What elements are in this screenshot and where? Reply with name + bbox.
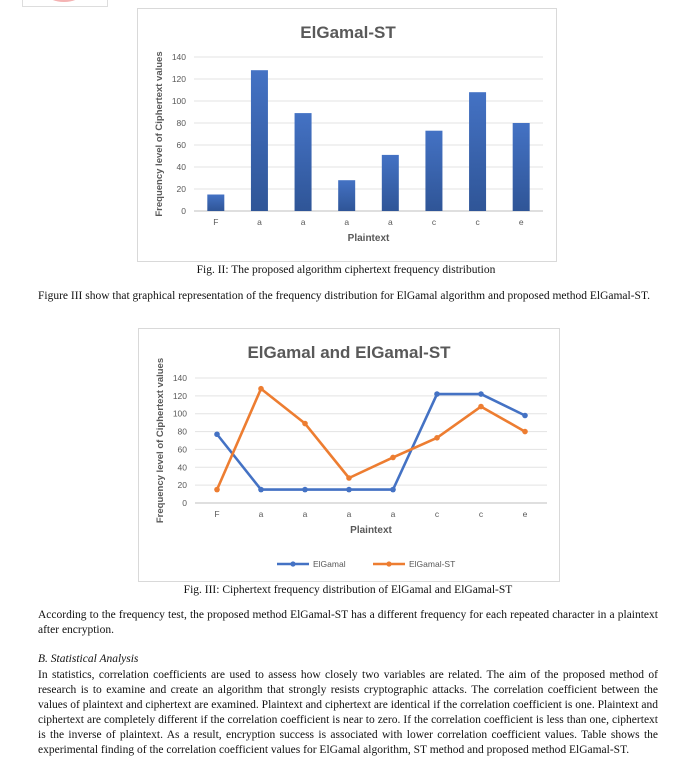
line-chart-x-axis-label: Plaintext: [350, 525, 392, 536]
bar-4: [382, 155, 399, 211]
series-point-elgamal: [478, 391, 484, 397]
line-chart-svg: [139, 329, 559, 581]
bar-chart-x-tick-label: c: [431, 217, 437, 227]
line-chart-y-tick-label: 0: [182, 498, 187, 508]
legend-label-elgamal: ElGamal: [313, 559, 346, 569]
bar-chart-y-tick-label: 40: [176, 162, 186, 172]
line-chart-y-tick-label: 60: [177, 444, 187, 455]
line-chart-y-tick-label: 100: [172, 408, 187, 419]
bar-chart-y-tick-label: 20: [176, 184, 186, 194]
bar-chart-x-tick-label: a: [300, 217, 306, 227]
line-chart-y-tick-label: 140: [172, 373, 187, 383]
paragraph-frequency-test: According to the frequency test, the proposed method ElGamal-ST has a different frequency for each repeated character in a plaintext after encryption.: [38, 609, 658, 636]
line-chart-x-tick-label: e: [522, 509, 528, 519]
line-chart-y-axis-label: Frequency level of Ciphertext values: [155, 357, 166, 524]
line-chart-x-tick-label: c: [478, 509, 484, 519]
bar-chart-x-tick-label: a: [344, 217, 350, 227]
series-point-elgamal-st: [258, 386, 264, 392]
figure-3-caption: Fig. III: Ciphertext frequency distribution of ElGamal and ElGamal-ST: [183, 584, 513, 596]
series-point-elgamal-st: [390, 455, 396, 461]
series-point-elgamal: [346, 487, 352, 493]
line-chart-x-tick-label: a: [390, 509, 396, 519]
bar-chart-svg: [138, 9, 556, 261]
line-chart-title: ElGamal and ElGamal-ST: [247, 343, 451, 362]
bar-0: [207, 195, 224, 212]
figure-3-line-chart: [138, 328, 560, 582]
bar-chart-x-axis-label: Plaintext: [347, 233, 390, 244]
line-chart-x-tick-label: c: [434, 509, 440, 519]
series-point-elgamal: [390, 487, 396, 493]
figure-2-bar-chart: [137, 8, 557, 262]
series-point-elgamal: [302, 487, 308, 493]
bar-2: [295, 113, 312, 211]
line-chart-y-tick-label: 120: [172, 390, 187, 401]
bar-chart-y-tick-label: 0: [181, 206, 186, 216]
legend-marker-elgamal: [290, 561, 295, 566]
bar-chart-y-tick-label: 120: [171, 74, 186, 84]
bar-chart-x-tick-label: F: [213, 217, 219, 227]
bar-5: [425, 131, 442, 211]
series-point-elgamal-st: [346, 475, 352, 481]
figure-2-caption: Fig. II: The proposed algorithm ciphertext frequency distribution: [196, 264, 496, 276]
series-point-elgamal-st: [478, 404, 484, 410]
line-chart-y-tick-label: 20: [177, 480, 187, 491]
bar-6: [469, 92, 486, 211]
series-point-elgamal-st: [214, 487, 220, 493]
series-point-elgamal-st: [522, 429, 528, 435]
series-point-elgamal: [258, 487, 264, 493]
bar-chart-x-tick-label: a: [257, 217, 262, 227]
bar-chart-y-tick-label: 140: [171, 52, 186, 62]
bar-chart-y-tick-label: 100: [171, 96, 186, 106]
bar-chart-title: ElGamal-ST: [300, 23, 396, 42]
series-point-elgamal-st: [434, 435, 440, 441]
paragraph-statistical-analysis: In statistics, correlation coefficients are used to assess how closely two variables are related. The aim of the proposed method of research is to examine and create an algorithm that strongly resists cryptographic attacks. The correlation coefficient between the values of plaintext and ciphertext are examined. Plaintext and ciphertext are identical if the correlation coefficient is one. Plaintext and ciphertext are completely different if the correlation coefficient is near to zero. If the correlation coefficient is less than one, ciphertext is the inverse of plaintext. As a result, encryption success is associated with lower correlation coefficient values. Table shows the experimental finding of the correlation coefficient values for ElGamal algorithm, ST method and proposed method ElGamal-ST.: [38, 669, 658, 756]
line-chart-y-tick-label: 40: [177, 462, 187, 473]
series-point-elgamal: [522, 413, 528, 419]
bar-3: [338, 180, 355, 211]
section-heading: B. Statistical Analysis: [38, 653, 139, 665]
bar-chart-y-tick-label: 80: [176, 118, 186, 128]
bar-chart-x-tick-label: c: [475, 217, 480, 227]
paragraph-figure-3-intro: Figure III show that graphical representation of the frequency distribution for ElGamal algorithm and proposed method ElGamal-ST.: [38, 290, 650, 302]
bar-1: [251, 70, 268, 211]
line-chart-x-tick-label: a: [258, 509, 264, 519]
bar-7: [513, 123, 530, 211]
legend-marker-elgamal-st: [386, 561, 391, 566]
bar-chart-y-axis-label: Frequency level of Ciphertext values: [154, 51, 165, 217]
legend-label-elgamal-st: ElGamal-ST: [409, 559, 456, 569]
line-chart-x-tick-label: F: [214, 509, 220, 519]
series-point-elgamal: [434, 391, 440, 397]
bar-chart-y-tick-label: 60: [176, 140, 186, 150]
line-chart-y-tick-label: 80: [177, 426, 187, 437]
series-line-elgamal-st: [217, 389, 525, 490]
series-point-elgamal-st: [302, 421, 308, 427]
bar-chart-x-tick-label: a: [387, 217, 393, 227]
series-point-elgamal: [214, 431, 220, 437]
bar-chart-x-tick-label: e: [518, 217, 524, 227]
line-chart-x-tick-label: a: [302, 509, 308, 519]
line-chart-x-tick-label: a: [346, 509, 352, 519]
logo-fragment: [22, 0, 108, 7]
